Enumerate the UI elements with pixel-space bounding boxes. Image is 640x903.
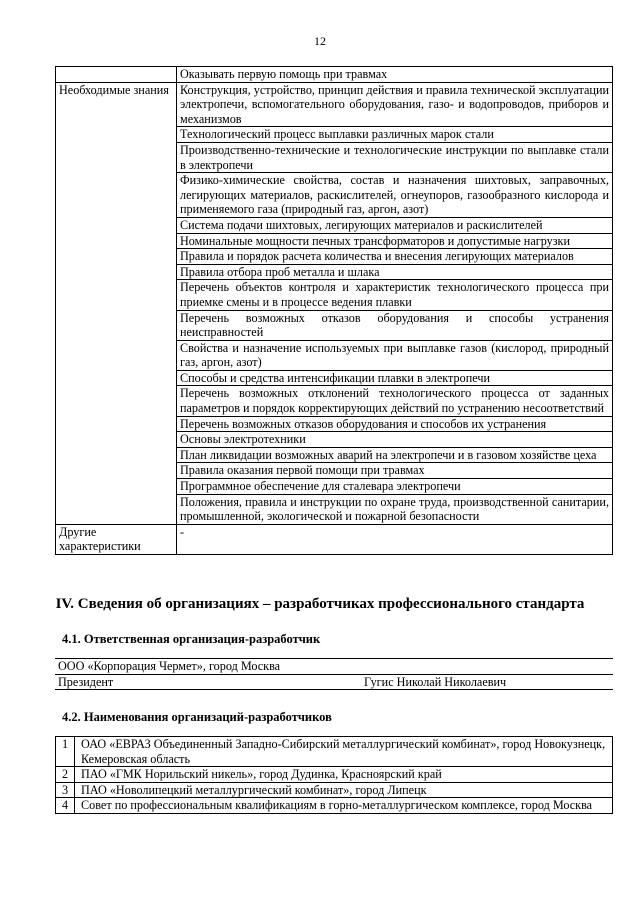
knowledge-item: Перечень возможных отказов оборудования и способы устранения неисправностей [177,310,613,340]
table-row [56,82,613,127]
knowledge-item: Производственно-технические и технологические инструкции по выплавке стали в электропечи [177,142,613,172]
developer-number: 1 [56,737,75,767]
table-row [56,67,613,83]
knowledge-label: Необходимые знания [56,82,177,524]
knowledge-item: Конструкция, устройство, принцип действия и правила технической эксплуатации электропечи, вспомогательного оборудования, газо- и водопроводов, приборов и механизмов [177,82,613,127]
developer-name: ОАО «ЕВРАЗ Объединенный Западно-Сибирский металлургический комбинат», город Новокузнецк, Кемеровская область [75,737,613,767]
knowledge-item: Правила отбора проб металла и шлака [177,264,613,280]
developer-number: 2 [56,767,75,783]
responsible-org-name: ООО «Корпорация Чермет», город Москва [55,659,613,675]
page-number: 12 [314,34,326,48]
developers-heading: 4.2. Наименования организаций-разработчиков [62,710,332,724]
knowledge-item: План ликвидации возможных аварий на электропечи и в газовом хозяйстве цеха [177,447,613,463]
empty-label-cell [56,67,177,83]
table-row [56,798,613,814]
table-row [56,782,613,798]
responsible-heading: 4.1. Ответственная организация-разработчик [62,632,321,646]
other-value: - [177,524,613,554]
knowledge-item: Перечень возможных отклонений технологического процесса от заданных параметров и порядок корректирующих действий по устранению несоответствий [177,386,613,416]
knowledge-item: Правила оказания первой помощи при травмах [177,463,613,479]
knowledge-item: Номинальные мощности печных трансформаторов и допустимые нагрузки [177,233,613,249]
knowledge-item: Положения, правила и инструкции по охране труда, производственной санитарии, промышленной, экологической и пожарной безопасности [177,494,613,524]
knowledge-item: Правила и порядок расчета количества и внесения легирующих материалов [177,249,613,265]
knowledge-item: Перечень объектов контроля и характеристик технологического процесса при приемке смены и в процессе ведения плавки [177,280,613,310]
developer-name: Совет по профессиональным квалификациям в горно-металлургическом комплексе, город Москва [75,798,613,814]
responsible-position: Президент [55,674,361,690]
developer-name: ПАО «ГМК Норильский никель», город Дудинка, Красноярский край [75,767,613,783]
knowledge-item: Способы и средства интенсификации плавки в электропечи [177,370,613,386]
other-label: Другие характеристики [56,524,177,554]
table-row [56,524,613,554]
knowledge-item: Технологический процесс выплавки различных марок стали [177,127,613,143]
section-title: IV. Сведения об организациях – разработчиках профессионального стандарта [55,596,585,612]
knowledge-item: Свойства и назначение используемых при выплавке газов (кислород, природный газ, аргон, азот) [177,340,613,370]
knowledge-table [55,66,613,555]
table-row [55,659,613,675]
table-row [56,767,613,783]
developer-number: 4 [56,798,75,814]
developers-table [55,736,613,814]
knowledge-item: Основы электротехники [177,432,613,448]
responsible-person: Гугис Николай Николаевич [361,674,613,690]
developer-number: 3 [56,782,75,798]
knowledge-item: Перечень возможных отказов оборудования и способов их устранения [177,416,613,432]
table-row [55,674,613,690]
developer-name: ПАО «Новолипецкий металлургический комбинат», город Липецк [75,782,613,798]
first-row-text: Оказывать первую помощь при травмах [177,67,613,83]
knowledge-item: Программное обеспечение для сталевара электропечи [177,479,613,495]
table-row [56,737,613,767]
responsible-org-table [55,658,613,690]
knowledge-item: Физико-химические свойства, состав и назначения шихтовых, заправочных, легирующих материалов, раскислителей, огнеупоров, газообразного кислорода и применяемого газа (природный газ, аргон, азот) [177,173,613,218]
knowledge-item: Система подачи шихтовых, легирующих материалов и раскислителей [177,217,613,233]
